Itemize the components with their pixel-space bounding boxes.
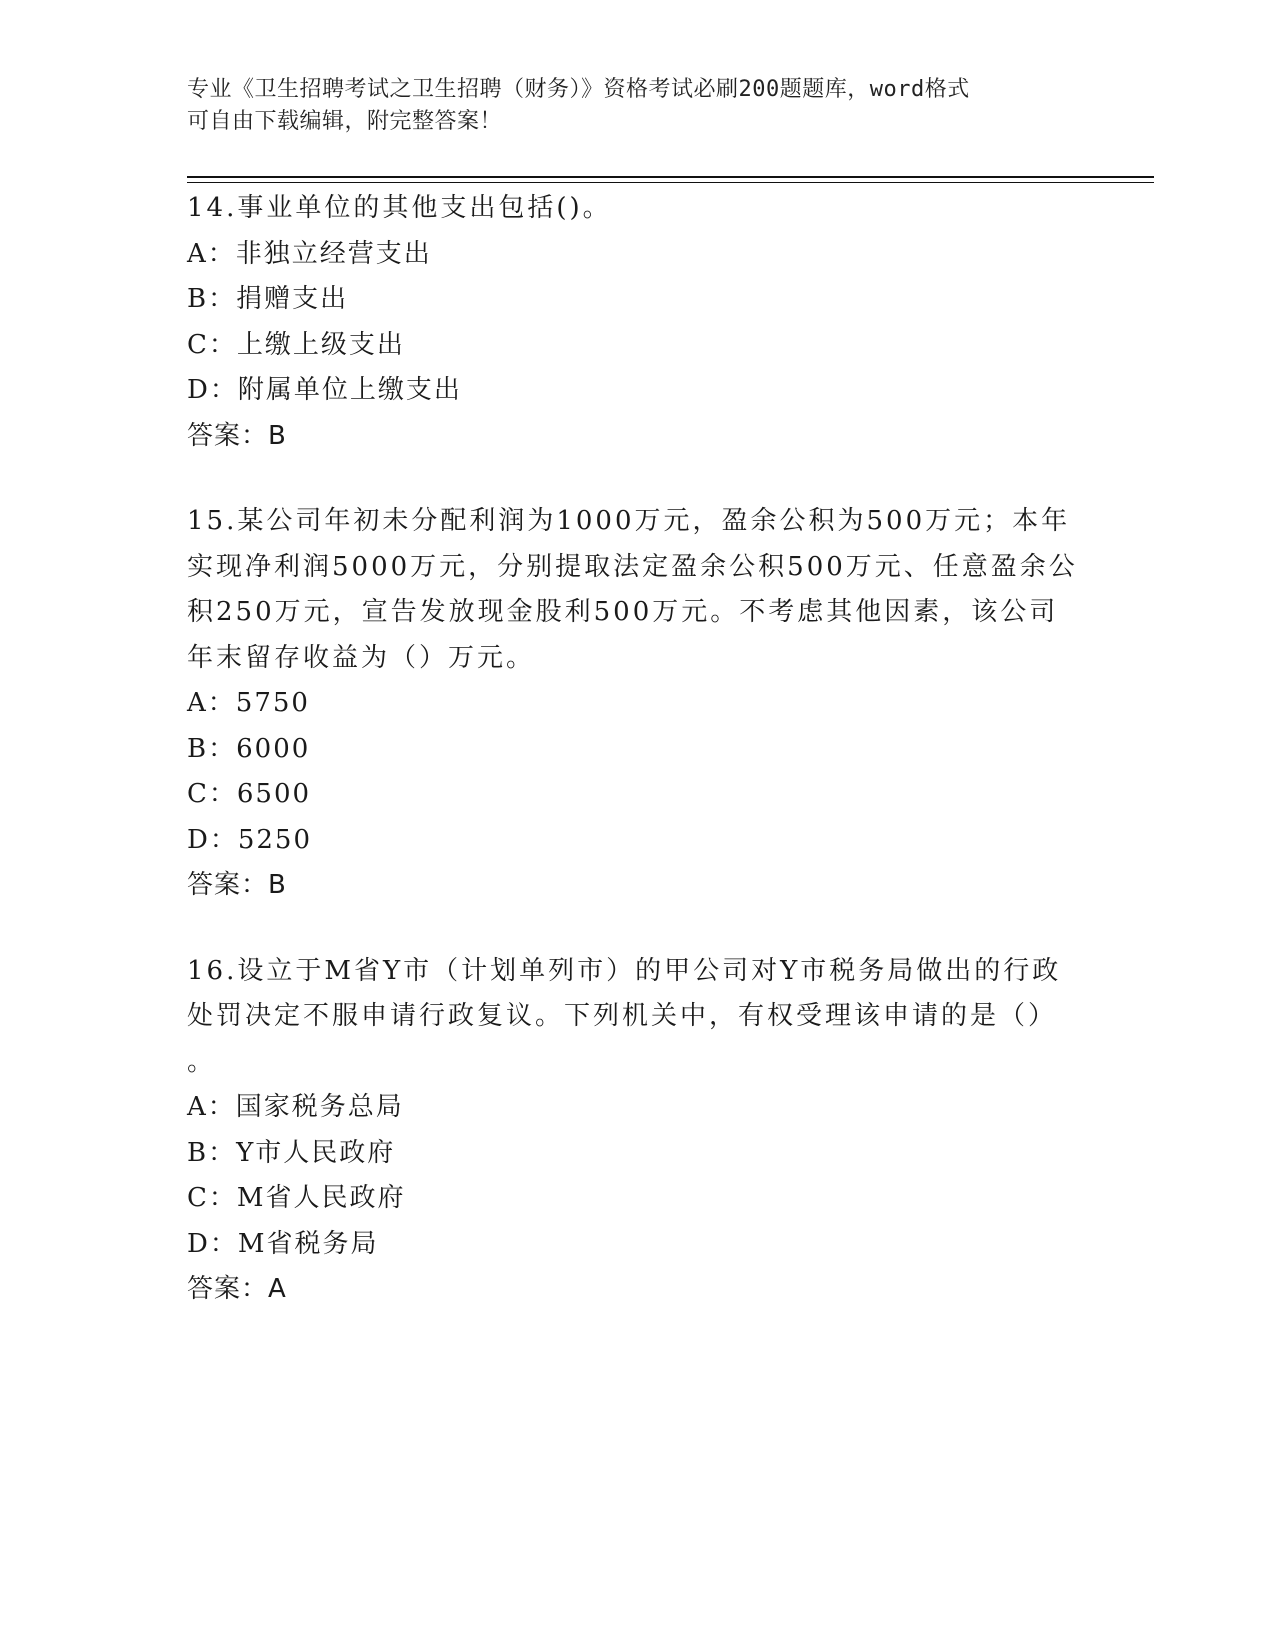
question-stem (187, 949, 1087, 1086)
answer-line: 答案：B (187, 870, 287, 900)
header-line-2: 可自由下载编辑，附完整答案！ (187, 109, 503, 134)
answer-line: 答案：A (187, 1274, 287, 1304)
question-14 (187, 186, 1087, 459)
option-c: C：6500 (187, 779, 312, 809)
stem-line: 实现净利润5000万元，分别提取法定盈余公积500万元、任意盈余公 (187, 551, 1078, 582)
stem-line: 16.设立于M省Y市（计划单列市）的甲公司对Y市税务局做出的行政 (187, 955, 1062, 986)
answer-line: 答案：B (187, 420, 287, 451)
stem-line: 积250万元，宣告发放现金股利500万元。不考虑其他因素，该公司 (187, 597, 1059, 627)
option-a: A：5750 (187, 688, 310, 718)
option-d: D：5250 (187, 824, 313, 855)
option-c: C：上缴上级支出 (187, 329, 405, 360)
option-d: D：附属单位上缴支出 (187, 375, 462, 405)
option-b: B：捐赠支出 (187, 284, 349, 314)
header-divider-thin (187, 182, 1154, 183)
option-c: C：M省人民政府 (187, 1183, 406, 1213)
stem-line: 处罚决定不服申请行政复议。下列机关中，有权受理该申请的是（） (187, 1001, 1058, 1031)
document-header (187, 74, 1067, 138)
question-15 (187, 499, 1087, 909)
stem-line: 年末留存收益为（）万元。 (187, 642, 536, 673)
stem-line: 14.事业单位的其他支出包括()。 (187, 193, 612, 223)
stem-line: 。 (187, 1046, 217, 1077)
header-line-1: 专业《卫生招聘考试之卫生招聘（财务）》资格考试必刷200题题库，word格式 (187, 77, 970, 102)
option-b: B：6000 (187, 733, 311, 764)
question-16 (187, 949, 1087, 1313)
option-b: B：Y市人民政府 (187, 1137, 396, 1168)
question-stem (187, 186, 1087, 232)
stem-line: 15.某公司年初未分配利润为1000万元，盈余公积为500万元；本年 (187, 506, 1071, 536)
questions-list (187, 186, 1087, 1353)
option-a: A：国家税务总局 (187, 1092, 404, 1122)
option-a: A：非独立经营支出 (187, 238, 432, 269)
header-divider-thick (187, 176, 1154, 178)
option-d: D：M省税务局 (187, 1228, 379, 1259)
question-stem (187, 499, 1087, 681)
